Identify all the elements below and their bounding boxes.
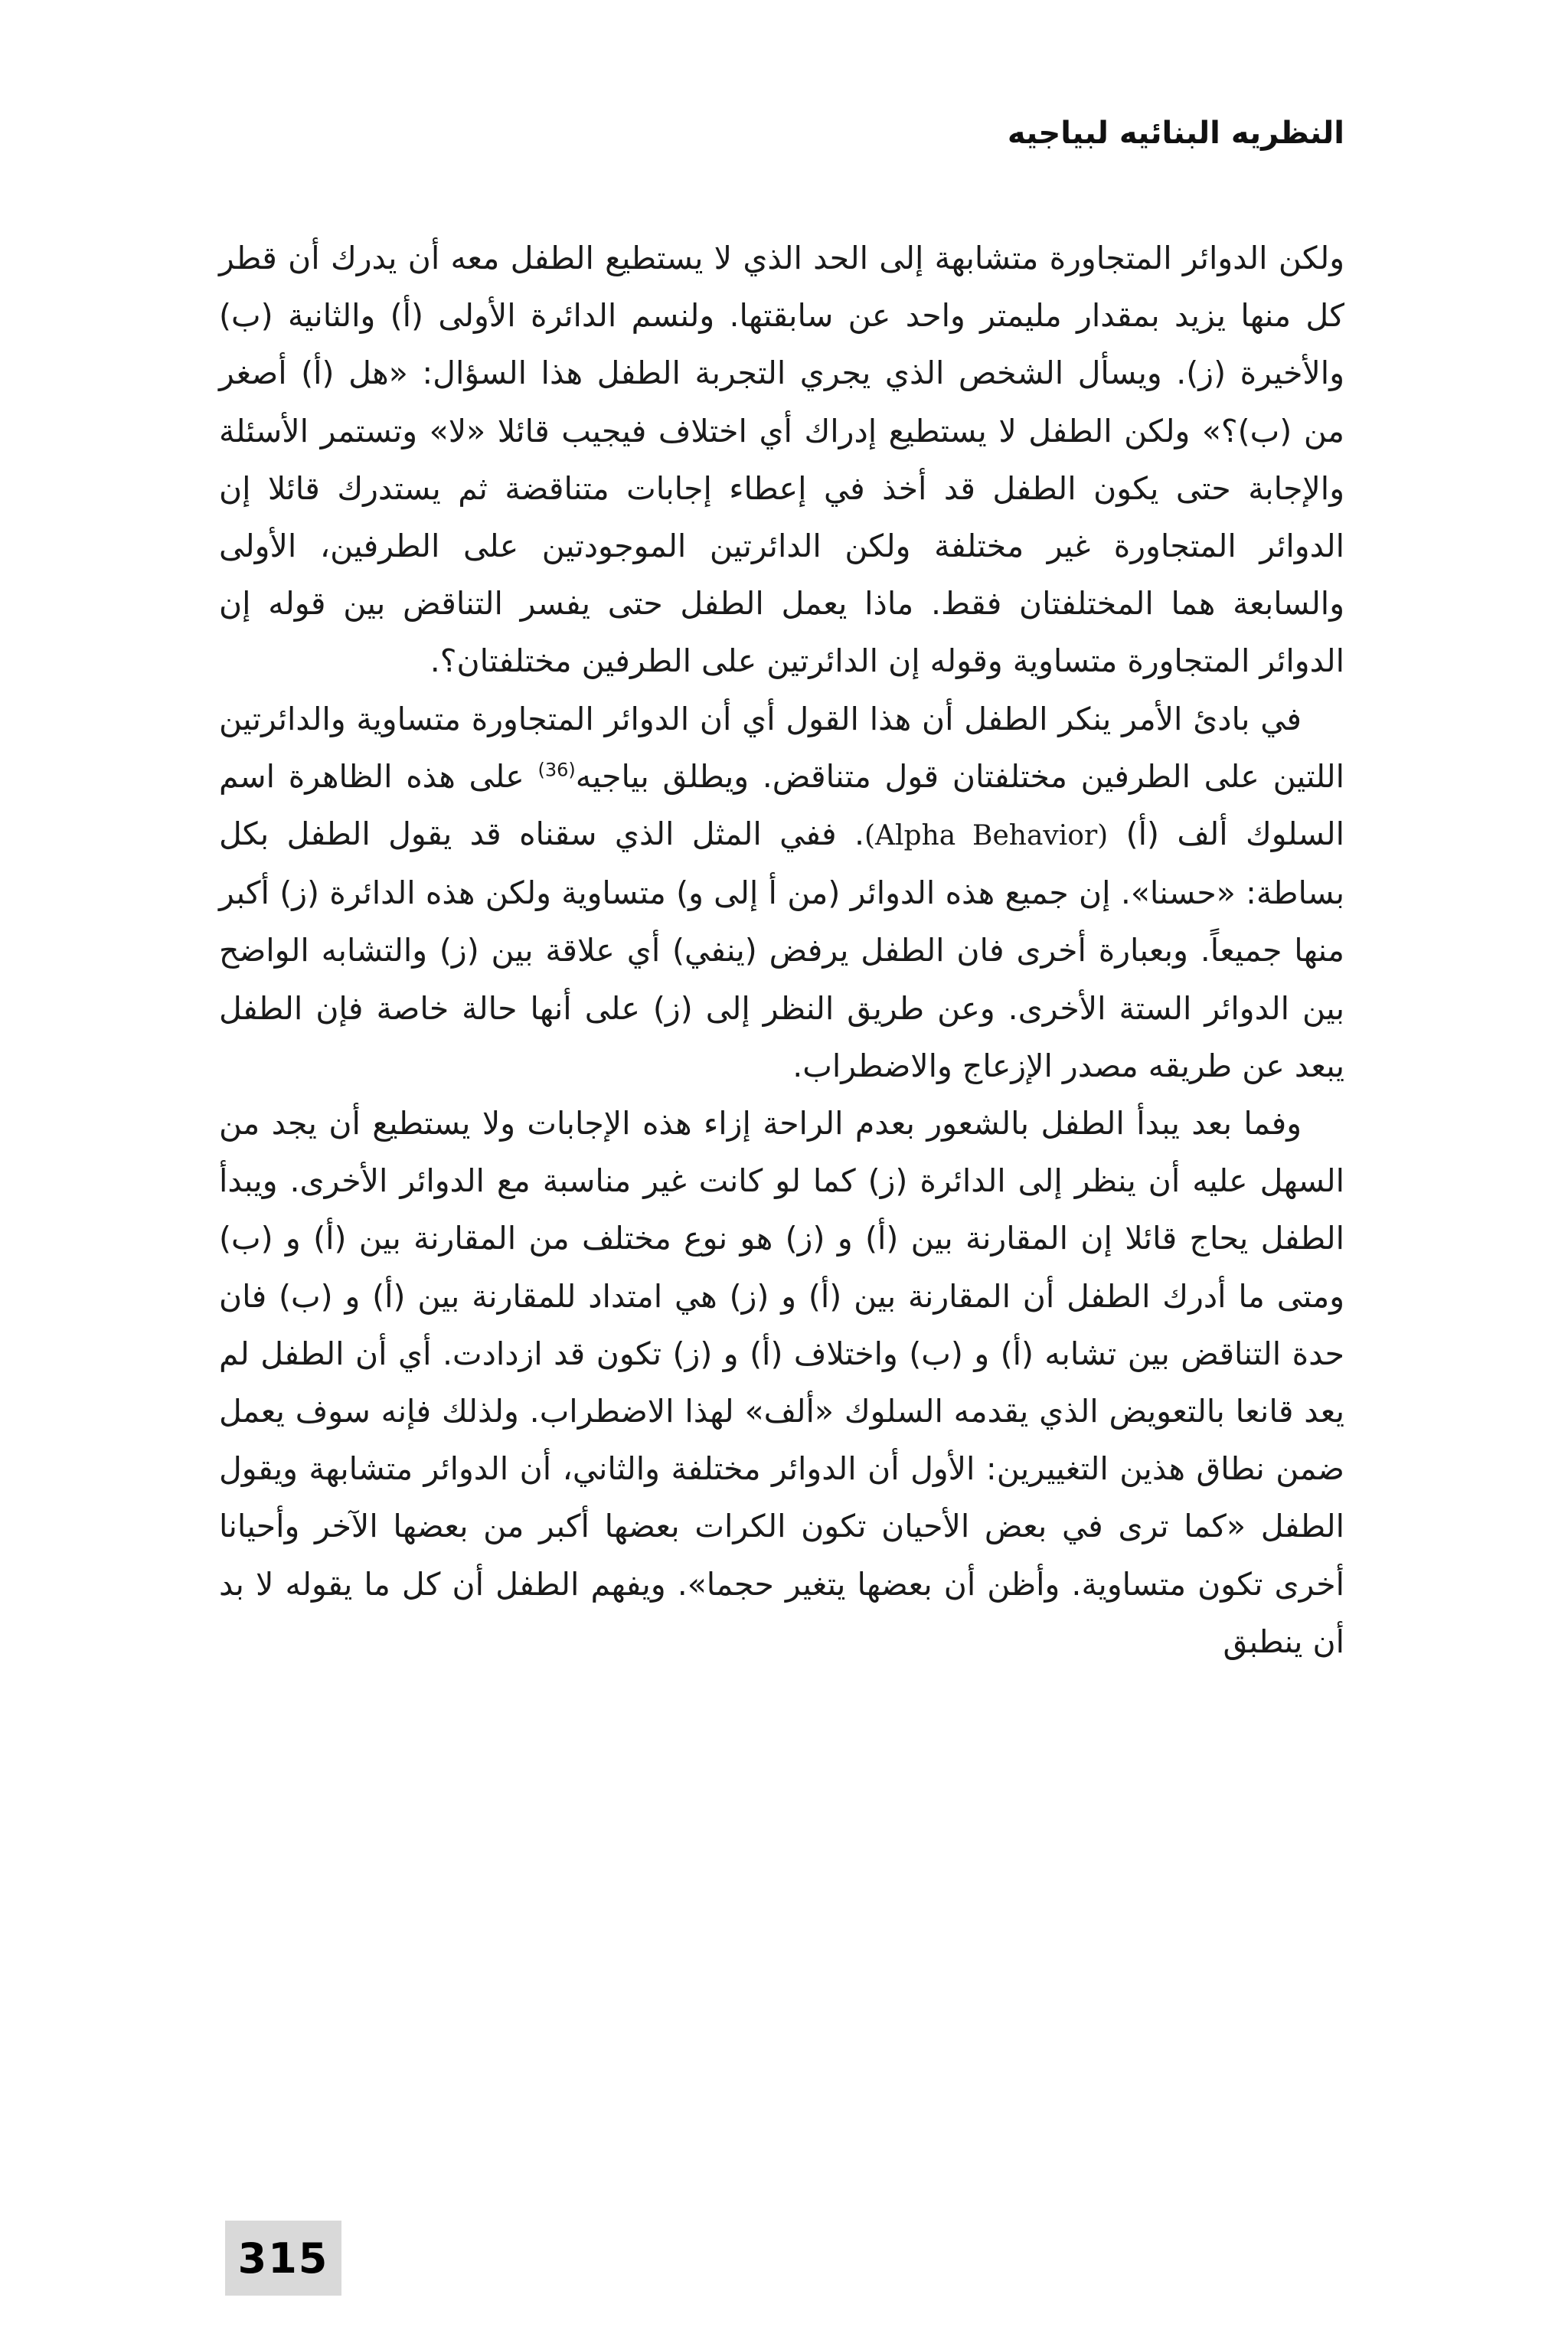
chapter-title: النظريه البنائيه لبياجيه — [1007, 116, 1344, 151]
latin-term: (Alpha Behavior) — [864, 820, 1109, 852]
body-text — [219, 230, 1344, 1671]
footnote-reference: (36) — [537, 759, 576, 781]
paragraph-2-text-a: في بادئ الأمر ينكر الطفل أن هذا القول أي أن الدوائر المتجاورة متساوية والدائرتين اللتين على الطرفين مختلفتان قول متناقض. ويطلق بياجيه — [219, 700, 1345, 795]
page-number-box — [225, 2221, 341, 2296]
paragraph-2 — [219, 691, 1344, 1095]
paragraph-1: ولكن الدوائر المتجاورة متشابهة إلى الحد الذي لا يستطيع الطفل معه أن يدرك أن قطر كل منها يزيد بمقدار مليمتر واحد عن سابقتها. ولنسم الدائرة الأولى (أ) والثانية (ب) والأخيرة (ز). ويسأل الشخص الذي يجري التجربة الطفل هذا السؤال: «هل (أ) أصغر من (ب)؟» ولكن الطفل لا يستطيع إدراك أي اختلاف فيجيب قائلا «لا» وتستمر الأسئلة والإجابة حتى يكون الطفل قد أخذ في إعطاء إجابات متناقضة ثم يستدرك قائلا إن الدوائر المتجاورة غير مختلفة ولكن الدائرتين الموجودتين على الطرفين، الأولى والسابعة هما المختلفتان فقط. ماذا يعمل الطفل حتى يفسر التناقض بين قوله إن الدوائر المتجاورة متساوية وقوله إن الدائرتين على الطرفين مختلفتان؟. — [219, 240, 1344, 680]
paragraph-2-text-c: . ففي المثل الذي سقناه قد يقول الطفل بكل بساطة: «حسنا». إن جميع هذه الدوائر (من أ إلى و) متساوية ولكن هذه الدائرة (ز) أكبر منها جميعاً. وبعبارة أخرى فان الطفل يرفض (ينفي) أي علاقة بين (ز) والتشابه الواضح بين الدوائر الستة الأخرى. وعن طريق النظر إلى (ز) على أنها حالة خاصة فإن الطفل يبعد عن طريقه مصدر الإزعاج والاضطراب. — [219, 815, 1344, 1084]
running-header — [1008, 115, 1344, 152]
paragraph-2-text-b: على هذه الظاهرة اسم السلوك ألف (أ) — [219, 757, 1345, 853]
paragraph-3: وفما بعد يبدأ الطفل بالشعور بعدم الراحة إزاء هذه الإجابات ولا يستطيع أن يجد من السهل عليه أن ينظر إلى الدائرة (ز) كما لو كانت غير مناسبة مع الدوائر الأخرى. ويبدأ الطفل يحاج قائلا إن المقارنة بين (أ) و (ز) هو نوع مختلف من المقارنة بين (أ) و (ب) ومتى ما أدرك الطفل أن المقارنة بين (أ) و (ز) هي امتداد للمقارنة بين (أ) و (ب) فان حدة التناقض بين تشابه (أ) و (ب) واختلاف (أ) و (ز) تكون قد ازدادت. أي أن الطفل لم يعد قانعا بالتعويض الذي يقدمه السلوك «ألف» لهذا الاضطراب. ولذلك فإنه سوف يعمل ضمن نطاق هذين التغييرين: الأول أن الدوائر مختلفة والثاني، أن الدوائر متشابهة ويقول الطفل «كما ترى في بعض الأحيان تكون الكرات بعضها أكبر من بعضها الآخر وأحيانا أخرى تكون متساوية. وأظن أن بعضها يتغير حجما». ويفهم الطفل أن كل ما يقوله لا بد أن ينطبق — [219, 1105, 1344, 1660]
page-number: 315 — [237, 2234, 329, 2283]
